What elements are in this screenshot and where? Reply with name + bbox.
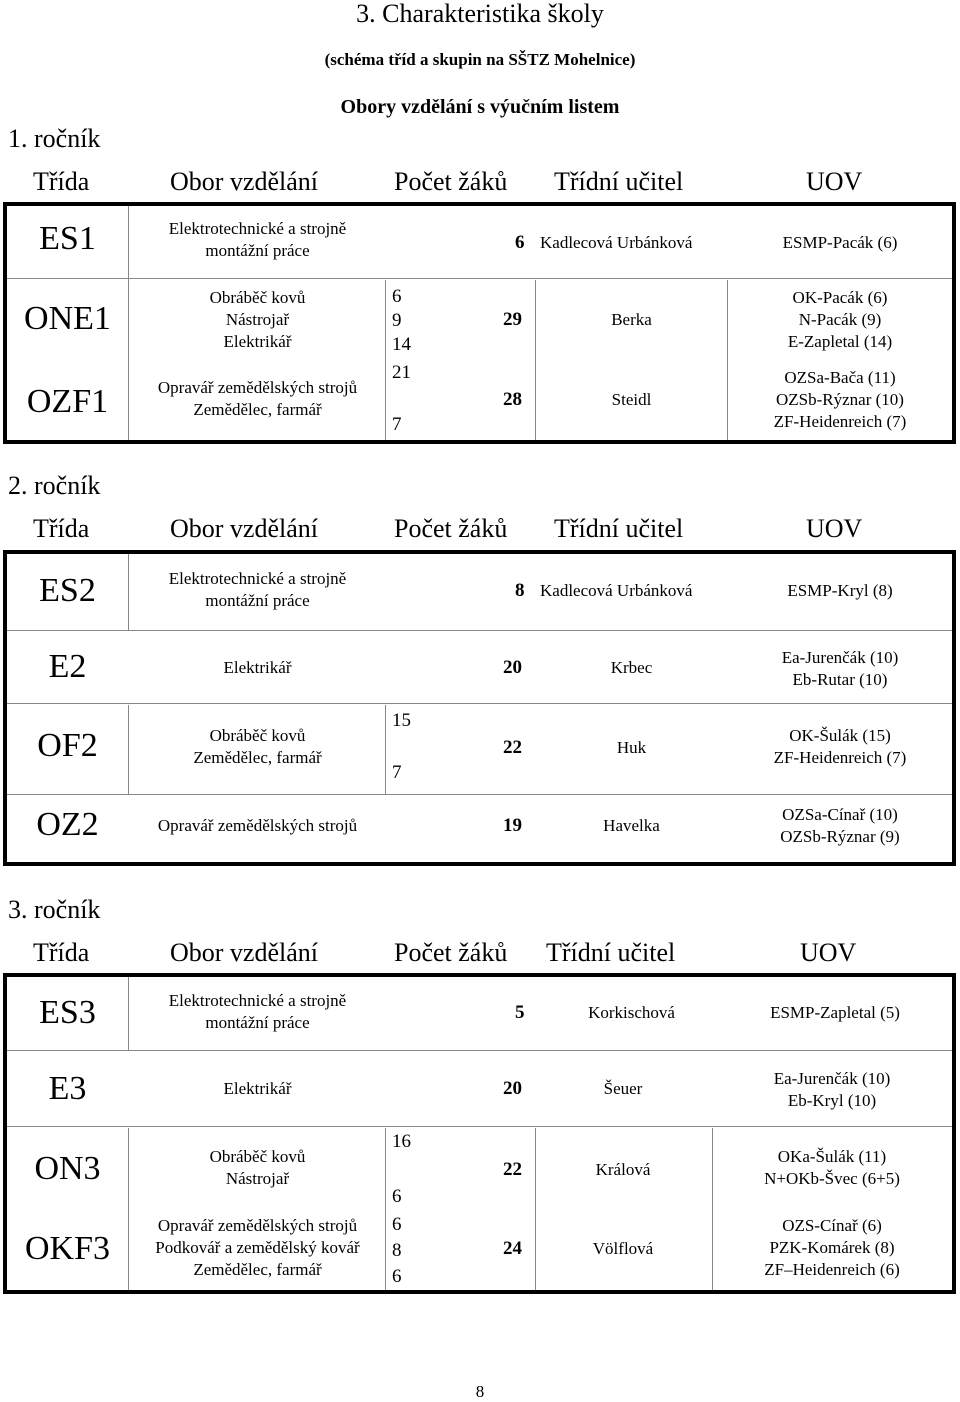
col-header-ucitel: Třídní učitel <box>554 167 684 196</box>
obor-line: montážní práce <box>205 591 310 610</box>
ucitel-okf3: Völflová <box>592 1239 654 1258</box>
uov-of2 <box>728 725 952 769</box>
uov-line: Ea-Jurenčák (10) <box>781 648 899 667</box>
uov-line: Eb-Kryl (10) <box>787 1091 877 1110</box>
pocet-of2: 22 <box>503 737 522 758</box>
col-header-trida: Třída <box>33 167 90 196</box>
count-one1-2: 14 <box>392 334 411 355</box>
obor-line: Podkovář a zemědělský kovář <box>155 1238 360 1257</box>
obor-on3 <box>130 1146 385 1190</box>
obor-one1 <box>130 287 385 353</box>
class-code-oz2: OZ2 <box>36 806 99 843</box>
col-header-ucitel: Třídní učitel <box>546 938 676 967</box>
page-title: 3. Charakteristika školy <box>356 0 604 28</box>
obor-line: Elektrotechnické a strojně <box>168 991 347 1010</box>
uov-line: Eb-Rutar (10) <box>792 670 888 689</box>
col-header-ucitel: Třídní učitel <box>554 514 684 543</box>
pocet-oz2: 19 <box>503 815 522 836</box>
col-header-trida: Třída <box>33 938 90 967</box>
col-header-pocet: Počet žáků <box>394 938 508 967</box>
obor-es3 <box>130 990 385 1034</box>
uov-line: PZK-Komárek (8) <box>769 1238 895 1257</box>
count-one1-1: 9 <box>392 310 402 331</box>
count-of2-0: 15 <box>392 710 411 731</box>
uov-line: OZSb-Rýznar (10) <box>776 390 904 409</box>
uov-line: Ea-Jurenčák (10) <box>773 1069 891 1088</box>
obor-line: Opravář zemědělských strojů <box>157 1216 358 1235</box>
uov-one1 <box>728 287 952 353</box>
pocet-es1: 6 <box>515 232 525 253</box>
obor-es2 <box>130 568 385 612</box>
pocet-es3: 5 <box>515 1002 525 1023</box>
uov-e2 <box>728 647 952 691</box>
col-header-obor: Obor vzdělání <box>170 938 319 967</box>
count-okf3-2: 6 <box>392 1266 402 1287</box>
ucitel-oz2: Havelka <box>603 816 660 835</box>
uov-line: ZF-Heidenreich (7) <box>773 412 907 431</box>
uov-line: OKa-Šulák (11) <box>777 1147 887 1166</box>
ucitel-of2: Huk <box>616 738 647 757</box>
count-okf3-1: 8 <box>392 1240 402 1261</box>
obor-line: Elektrotechnické a strojně <box>168 569 347 588</box>
obor-line: montážní práce <box>205 241 310 260</box>
ucitel-es3: Korkischová <box>588 1003 675 1022</box>
uov-on3 <box>712 1146 952 1190</box>
year3-label: 3. ročník <box>8 895 101 924</box>
obor-es1 <box>130 218 385 262</box>
class-code-e3: E3 <box>48 1070 87 1107</box>
count-okf3-0: 6 <box>392 1214 402 1235</box>
uov-oz2 <box>728 804 952 848</box>
obor-line: Obráběč kovů <box>209 1147 306 1166</box>
obor-line: Opravář zemědělských strojů <box>157 378 358 397</box>
uov-line: E-Zapletal (14) <box>787 332 893 351</box>
ucitel-on3: Králová <box>595 1160 651 1179</box>
obor-line: montážní práce <box>205 1013 310 1032</box>
count-on3-0: 16 <box>392 1131 411 1152</box>
class-code-of2: OF2 <box>37 727 98 764</box>
obor-line: Nástrojař <box>225 310 290 329</box>
col-header-uov: UOV <box>806 514 863 543</box>
class-code-es1: ES1 <box>39 220 96 257</box>
uov-es2: ESMP-Kryl (8) <box>787 581 893 600</box>
count-one1-0: 6 <box>392 286 402 307</box>
page-subtitle: (schéma tříd a skupin na SŠTZ Mohelnice) <box>324 50 636 69</box>
uov-okf3 <box>712 1215 952 1281</box>
uov-line: OK-Šulák (15) <box>789 726 891 745</box>
pocet-one1: 29 <box>503 309 522 330</box>
uov-line: OZSa-Cínař (10) <box>782 805 898 824</box>
obor-e3: Elektrikář <box>223 1079 292 1098</box>
ucitel-es1: Kadlecová Urbánková <box>540 233 693 252</box>
pocet-e3: 20 <box>503 1078 522 1099</box>
obor-line: Obráběč kovů <box>209 288 306 307</box>
ucitel-e3: Šeuer <box>603 1079 643 1098</box>
pocet-ozf1: 28 <box>503 389 522 410</box>
obor-line: Zemědělec, farmář <box>193 400 322 419</box>
pocet-on3: 22 <box>503 1159 522 1180</box>
obor-e2: Elektrikář <box>223 658 292 677</box>
pocet-es2: 8 <box>515 580 525 601</box>
class-code-on3: ON3 <box>34 1150 101 1187</box>
uov-line: OZSa-Bača (11) <box>784 368 896 387</box>
obor-ozf1 <box>130 377 385 421</box>
col-header-pocet: Počet žáků <box>394 167 508 196</box>
uov-line: ZF–Heidenreich (6) <box>764 1260 900 1279</box>
obor-oz2: Opravář zemědělských strojů <box>157 816 358 835</box>
uov-line: N+OKb-Švec (6+5) <box>764 1169 900 1188</box>
uov-es1: ESMP-Pacák (6) <box>782 233 898 252</box>
obor-line: Zemědělec, farmář <box>193 748 322 767</box>
class-code-one1: ONE1 <box>24 300 111 337</box>
year1-label: 1. ročník <box>8 124 101 153</box>
obor-line: Zemědělec, farmář <box>193 1260 322 1279</box>
obor-line: Nástrojař <box>225 1169 290 1188</box>
ucitel-e2: Krbec <box>610 658 653 677</box>
col-header-uov: UOV <box>806 167 863 196</box>
obor-of2 <box>130 725 385 769</box>
uov-es3: ESMP-Zapletal (5) <box>770 1003 900 1022</box>
uov-line: OK-Pacák (6) <box>792 288 888 307</box>
class-code-okf3: OKF3 <box>24 1230 111 1267</box>
class-code-es3: ES3 <box>39 994 96 1031</box>
obor-line: Obráběč kovů <box>209 726 306 745</box>
ucitel-es2: Kadlecová Urbánková <box>540 581 693 600</box>
col-header-uov: UOV <box>800 938 857 967</box>
ucitel-one1: Berka <box>611 310 652 329</box>
count-on3-1: 6 <box>392 1186 402 1207</box>
uov-line: OZS-Cínař (6) <box>782 1216 882 1235</box>
col-header-obor: Obor vzdělání <box>170 167 319 196</box>
col-header-trida: Třída <box>33 514 90 543</box>
uov-line: ZF-Heidenreich (7) <box>773 748 907 767</box>
count-ozf1-0: 21 <box>392 362 411 383</box>
count-of2-1: 7 <box>392 762 402 783</box>
col-header-pocet: Počet žáků <box>394 514 508 543</box>
class-code-ozf1: OZF1 <box>26 383 109 420</box>
col-header-obor: Obor vzdělání <box>170 514 319 543</box>
obor-line: Elektrikář <box>223 332 292 351</box>
class-code-es2: ES2 <box>39 572 96 609</box>
pocet-e2: 20 <box>503 657 522 678</box>
ucitel-ozf1: Steidl <box>611 390 652 409</box>
uov-e3 <box>712 1068 952 1112</box>
obor-okf3 <box>130 1215 385 1281</box>
uov-line: N-Pacák (9) <box>798 310 882 329</box>
pocet-okf3: 24 <box>503 1238 522 1259</box>
section-subtitle: Obory vzdělání s výučním listem <box>340 96 620 118</box>
year2-label: 2. ročník <box>8 471 101 500</box>
uov-ozf1 <box>728 367 952 433</box>
class-code-e2: E2 <box>48 648 87 685</box>
uov-line: OZSb-Rýznar (9) <box>780 827 900 846</box>
count-ozf1-1: 7 <box>392 414 402 435</box>
page-number: 8 <box>475 1382 485 1401</box>
obor-line: Elektrotechnické a strojně <box>168 219 347 238</box>
